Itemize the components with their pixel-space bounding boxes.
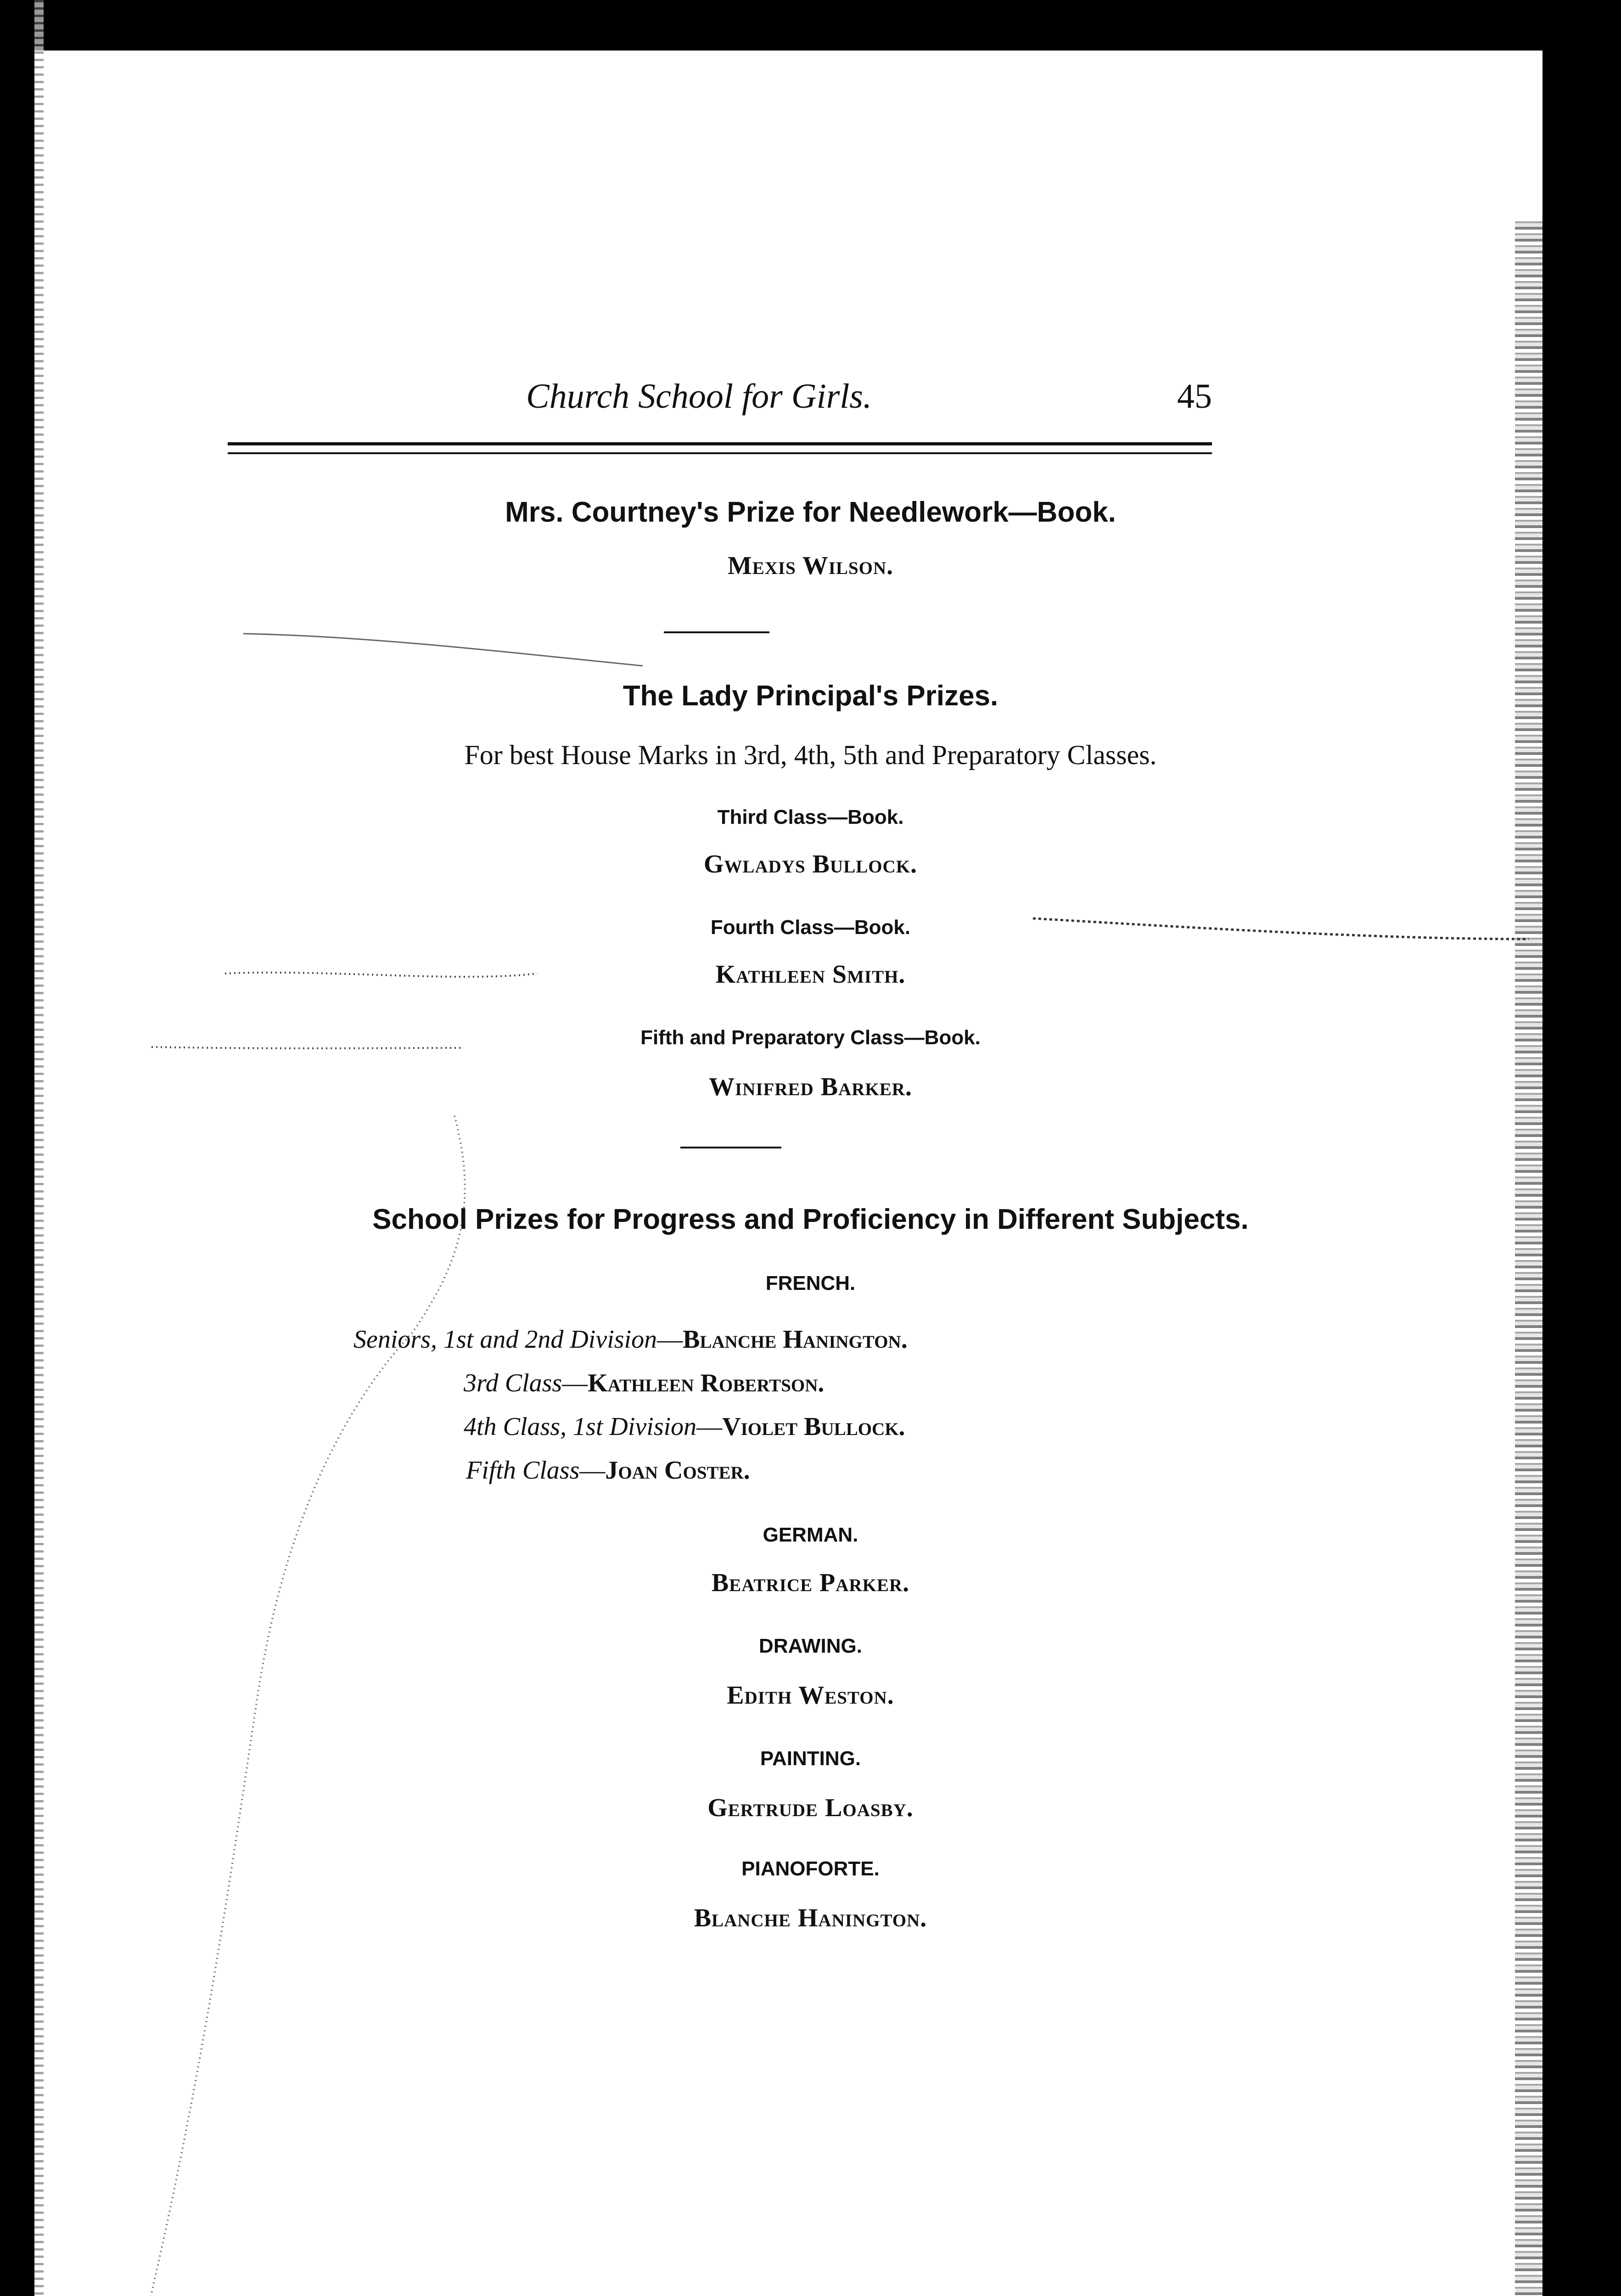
german-winner: Beatrice Parker. [711, 1569, 910, 1597]
dash: — [657, 1325, 683, 1354]
section-divider [680, 1147, 781, 1148]
french-entry-winner: Violet Bullock. [722, 1412, 905, 1441]
dash: — [562, 1369, 588, 1397]
lady-principal-heading: The Lady Principal's Prizes. [623, 680, 998, 712]
french-entry-class: Fifth Class [466, 1456, 580, 1485]
french-entry [466, 1456, 750, 1485]
needlework-winner: Mexis Wilson. [727, 551, 894, 580]
pianoforte-label: PIANOFORTE. [741, 1857, 880, 1880]
lady-principal-intro: For best House Marks in 3rd, 4th, 5th and Preparatory Classes. [464, 740, 1157, 770]
fourth-class-winner: Kathleen Smith. [715, 960, 906, 989]
french-entry-winner: Blanche Hanington. [683, 1325, 908, 1354]
french-entry-class: 4th Class, 1st Division [464, 1412, 697, 1441]
fourth-class-label: Fourth Class—Book. [710, 916, 911, 939]
french-entry-winner: Joan Coster. [605, 1456, 750, 1485]
third-class-label: Third Class—Book. [717, 806, 904, 828]
needlework-heading: Mrs. Courtney's Prize for Needlework—Book. [505, 496, 1116, 528]
french-entry-winner: Kathleen Robertson. [588, 1369, 825, 1397]
page-number: 45 [1177, 377, 1212, 416]
french-entry [464, 1368, 824, 1398]
section-divider [664, 631, 769, 633]
running-header [228, 377, 1212, 432]
pianoforte-winner: Blanche Hanington. [694, 1904, 927, 1932]
drawing-winner: Edith Weston. [727, 1681, 894, 1710]
german-label: GERMAN. [763, 1524, 858, 1546]
french-entry [464, 1412, 905, 1441]
fifth-class-winner: Winifred Barker. [709, 1073, 912, 1101]
french-label: FRENCH. [765, 1272, 856, 1294]
french-entry-class: 3rd Class [464, 1369, 562, 1397]
french-entry [353, 1325, 908, 1354]
dash: — [579, 1456, 606, 1485]
drawing-label: DRAWING. [759, 1635, 862, 1657]
running-title: Church School for Girls. [526, 377, 872, 416]
header-rule-thin [228, 452, 1212, 454]
third-class-winner: Gwladys Bullock. [703, 850, 918, 878]
dash: — [696, 1412, 723, 1441]
french-entry-class: Seniors, 1st and 2nd Division [353, 1325, 657, 1354]
painting-label: PAINTING. [760, 1747, 861, 1770]
school-prizes-heading: School Prizes for Progress and Proficiency in Different Subjects. [372, 1204, 1249, 1235]
fifth-class-label: Fifth and Preparatory Class—Book. [640, 1026, 981, 1049]
header-rule-thick [228, 442, 1212, 445]
painting-winner: Gertrude Loasby. [707, 1794, 914, 1822]
